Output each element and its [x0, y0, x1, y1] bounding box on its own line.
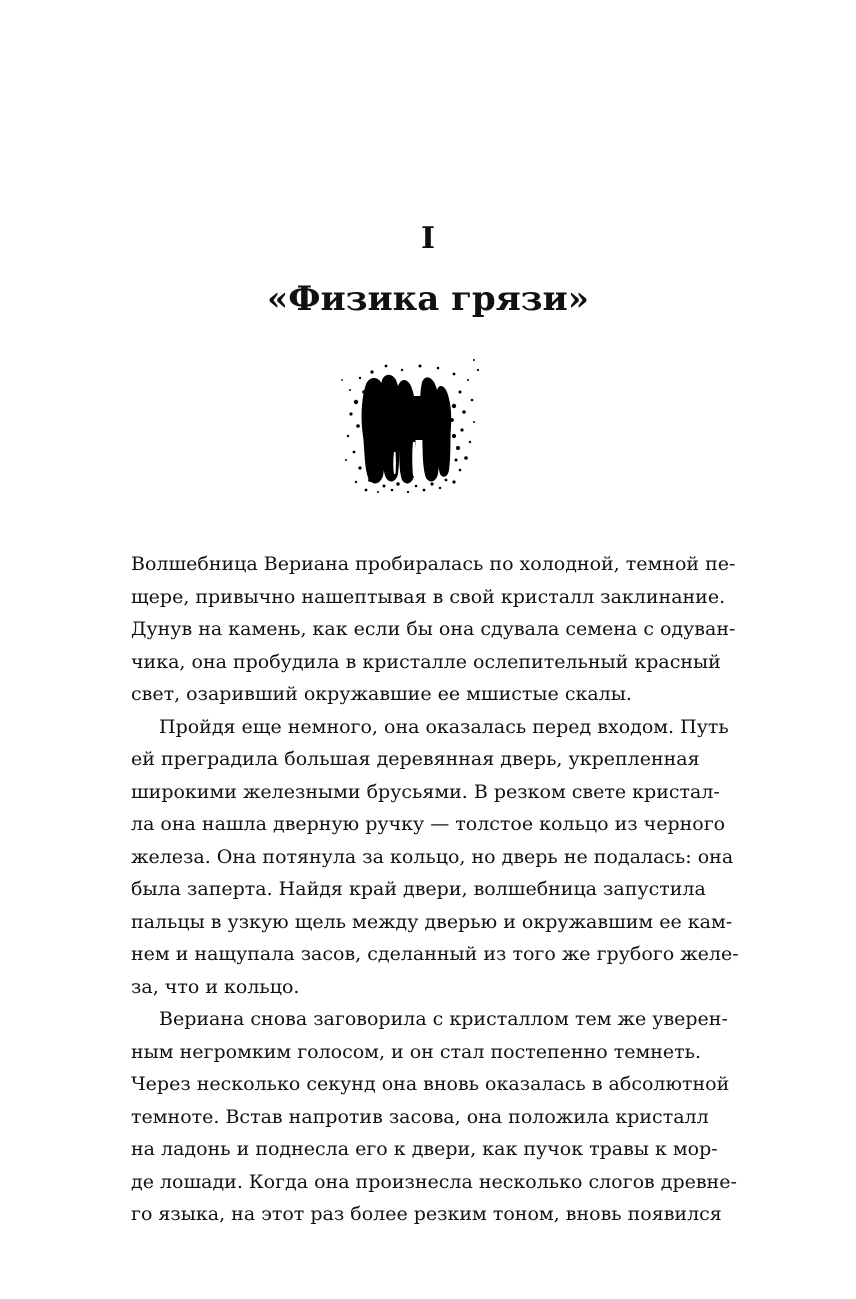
text-line: Волшебница Вериана пробиралась по холодной, темной пе-: [131, 553, 736, 575]
text-line: ла она нашла дверную ручку — толстое кольцо из черного: [131, 813, 726, 835]
text-line: чика, она пробудила в кристалле ослепительный красный: [131, 650, 721, 673]
text-line: широкими железными брусьями. В резком свете кристал-: [131, 780, 720, 803]
ink-splatter-ornament-icon: [336, 356, 486, 496]
text-line: свет, озаривший окружавшие ее мшистые скалы.: [131, 683, 632, 705]
text-line: железа. Она потянула за кольцо, но дверь не подалась: она: [131, 845, 734, 868]
text-line: щере, привычно нашептывая в свой кристалл заклинание.: [131, 585, 726, 608]
text-line: Пройдя еще немного, она оказалась перед входом. Путь: [159, 715, 729, 738]
text-line: темноте. Встав напротив засова, она положила кристалл: [131, 1105, 709, 1128]
text-line: была заперта. Найдя край двери, волшебница запустила: [131, 878, 706, 900]
text-line: пальцы в узкую щель между дверью и окружавшим ее кам-: [131, 910, 733, 933]
text-line: го языка, на этот раз более резким тоном, вновь появился: [131, 1203, 722, 1225]
chapter-title: «Физика грязи»: [267, 279, 589, 319]
text-line: ным негромким голосом, и он стал постепенно темнеть.: [131, 1040, 702, 1063]
chapter-number: I: [420, 221, 436, 256]
text-line: ей преградила большая деревянная дверь, укрепленная: [131, 748, 700, 770]
text-line: нем и нащупала засов, сделанный из того же грубого желе-: [131, 943, 739, 965]
text-line: на ладонь и поднесла его к двери, как пучок травы к мор-: [131, 1138, 718, 1160]
text-line: Через несколько секунд она вновь оказалась в абсолютной: [131, 1073, 730, 1095]
text-line: де лошади. Когда она произнесла несколько слогов древне-: [131, 1170, 737, 1193]
chapter-text: [131, 548, 739, 1231]
text-line: Дунув на камень, как если бы она сдувала семена с одуван-: [131, 618, 736, 640]
text-line: Вериана снова заговорила с кристаллом тем же уверен-: [159, 1008, 728, 1030]
text-line: за, что и кольцо.: [131, 975, 300, 998]
